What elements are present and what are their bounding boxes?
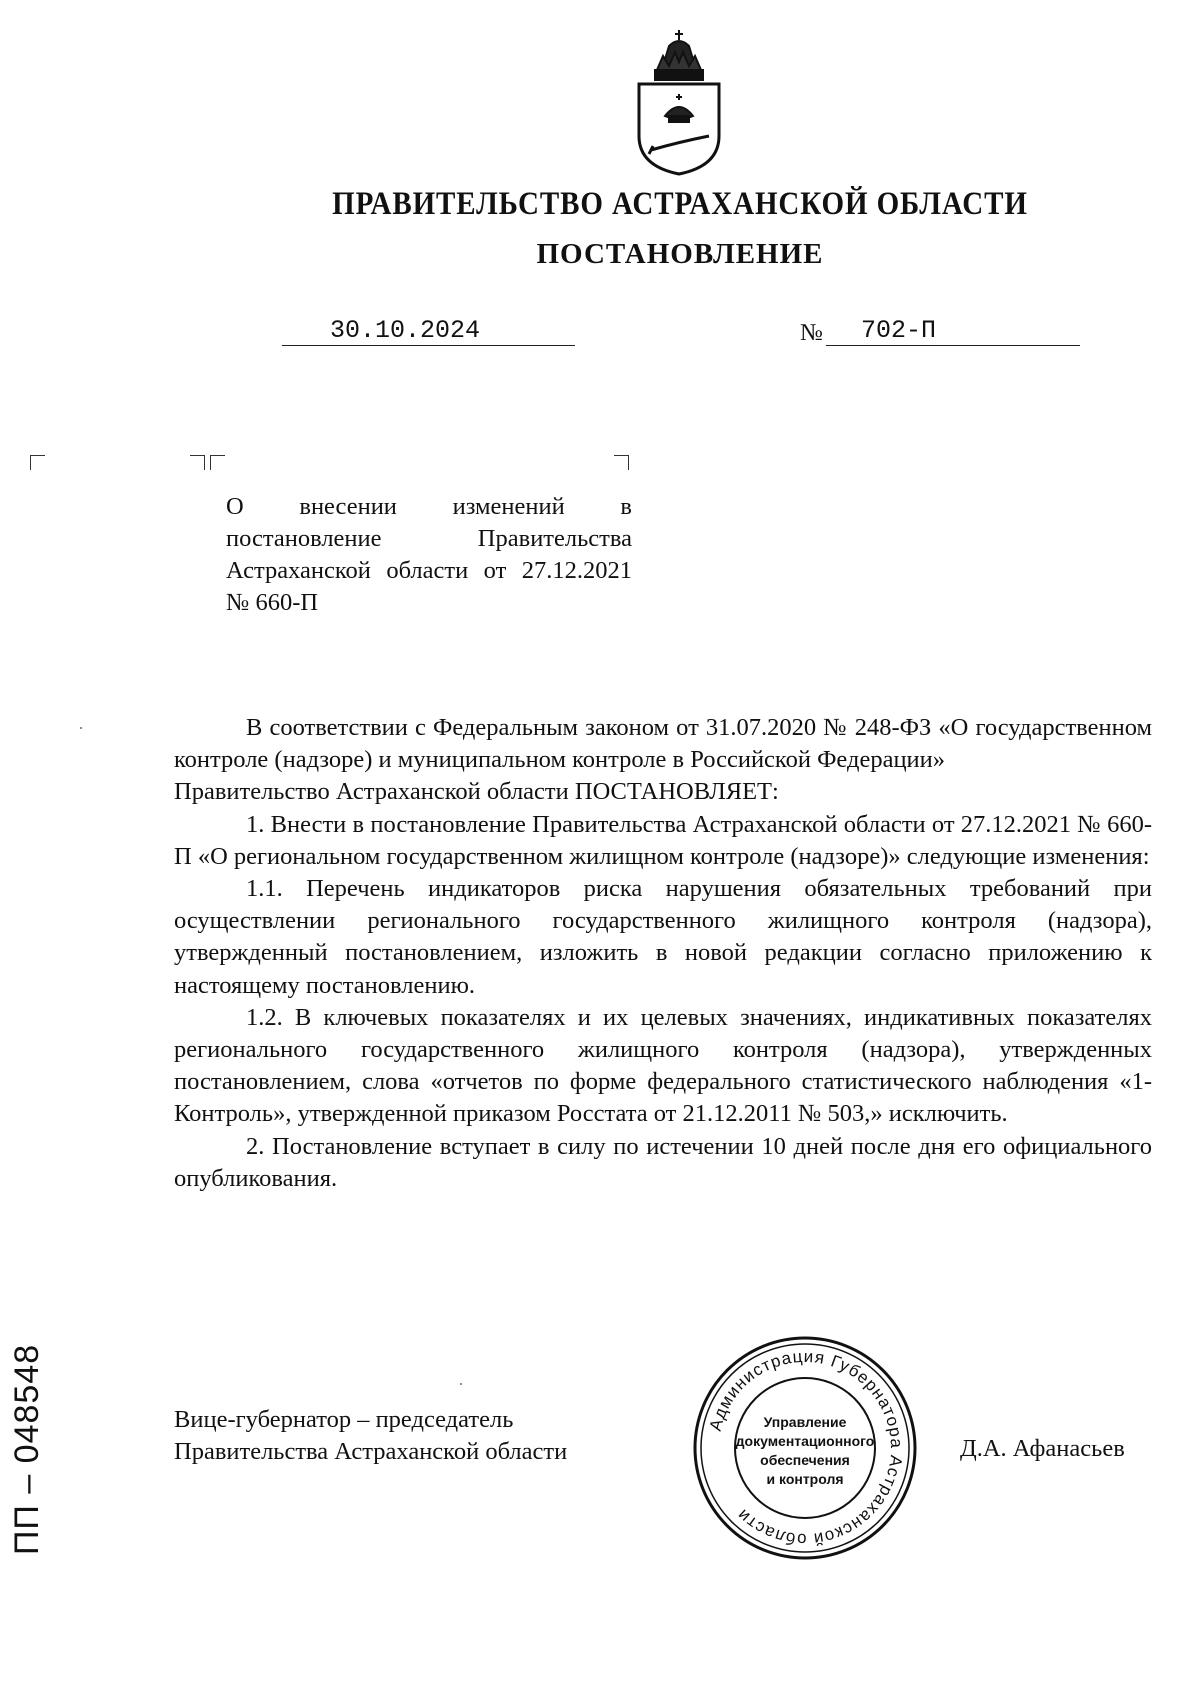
document-number: 702-П <box>861 316 937 345</box>
signatory-position-line-1: Вице-губернатор – председатель <box>174 1406 514 1433</box>
preamble-paragraph: В соответствии с Федеральным законом от 31.07.2020 № 248-ФЗ «О государственном контроле (надзоре) и муниципальном контроле в Российской Федерации» <box>174 714 1152 774</box>
scan-speck <box>460 1383 462 1385</box>
corner-bracket-left <box>30 455 45 470</box>
corner-bracket-right <box>190 455 205 470</box>
stamp-inner-line-3: обеспечения <box>760 1452 850 1468</box>
signatory-name: Д.А. Афанасьев <box>960 1435 1125 1462</box>
item-1-1-paragraph: 1.1. Перечень индикаторов риска нарушения обязательных требований при осуществлении регионального государственного жилищного контроля (надзора), утвержденный постановлением, изложить в новой редакции согласно приложению к настоящему постановлению. <box>174 875 1152 999</box>
corner-bracket-right <box>614 455 629 470</box>
form-serial-number: ПП – 048548 <box>8 1343 46 1555</box>
stamp-inner-line-4: и контроля <box>766 1471 844 1487</box>
stamp-outer-text: Администрация Губернатора Астраханской области <box>705 1346 907 1550</box>
number-underline <box>826 345 1080 346</box>
date-underline <box>282 345 575 346</box>
official-seal-icon <box>690 1333 920 1563</box>
signatory-position <box>174 1404 567 1468</box>
document-subject: О внесении изменений в постановление Правительства Астраханской области от 27.12.2021 № 660-П <box>226 493 632 616</box>
item-1-paragraph: 1. Внести в постановление Правительства Астраханской области от 27.12.2021 № 660-П «О региональном государственном жилищном контроле (надзоре)» следующие изменения: <box>174 810 1152 870</box>
stamp-inner-line-1: Управление <box>763 1414 847 1430</box>
document-body <box>174 712 1152 1195</box>
corner-bracket-left <box>210 455 225 470</box>
stamp-inner-line-2: документационного <box>735 1433 875 1449</box>
organization-title: ПРАВИТЕЛЬСТВО АСТРАХАНСКОЙ ОБЛАСТИ <box>332 186 1028 222</box>
resolution-paragraph: Правительство Астраханской области ПОСТАНОВЛЯЕТ: <box>174 778 779 806</box>
number-label: № <box>800 320 823 346</box>
coat-of-arms-icon <box>629 26 729 178</box>
item-1-2-paragraph: 1.2. В ключевых показателях и их целевых значениях, индикативных показателях регионального государственного жилищного контроля (надзора), утвержденных постановлением, слова «отчетов по форме федерального статистического наблюдения «1-Контроль», утвержденной приказом Росстата от 21.12.2011 № 503,» исключить. <box>174 1003 1152 1128</box>
signatory-position-line-2: Правительства Астраханской области <box>174 1438 568 1465</box>
scan-speck <box>80 727 82 729</box>
document-type-title: ПОСТАНОВЛЕНИЕ <box>536 238 824 270</box>
document-date: 30.10.2024 <box>330 316 481 345</box>
item-2-paragraph: 2. Постановление вступает в силу по истечении 10 дней после дня его официального опубликования. <box>174 1132 1152 1192</box>
